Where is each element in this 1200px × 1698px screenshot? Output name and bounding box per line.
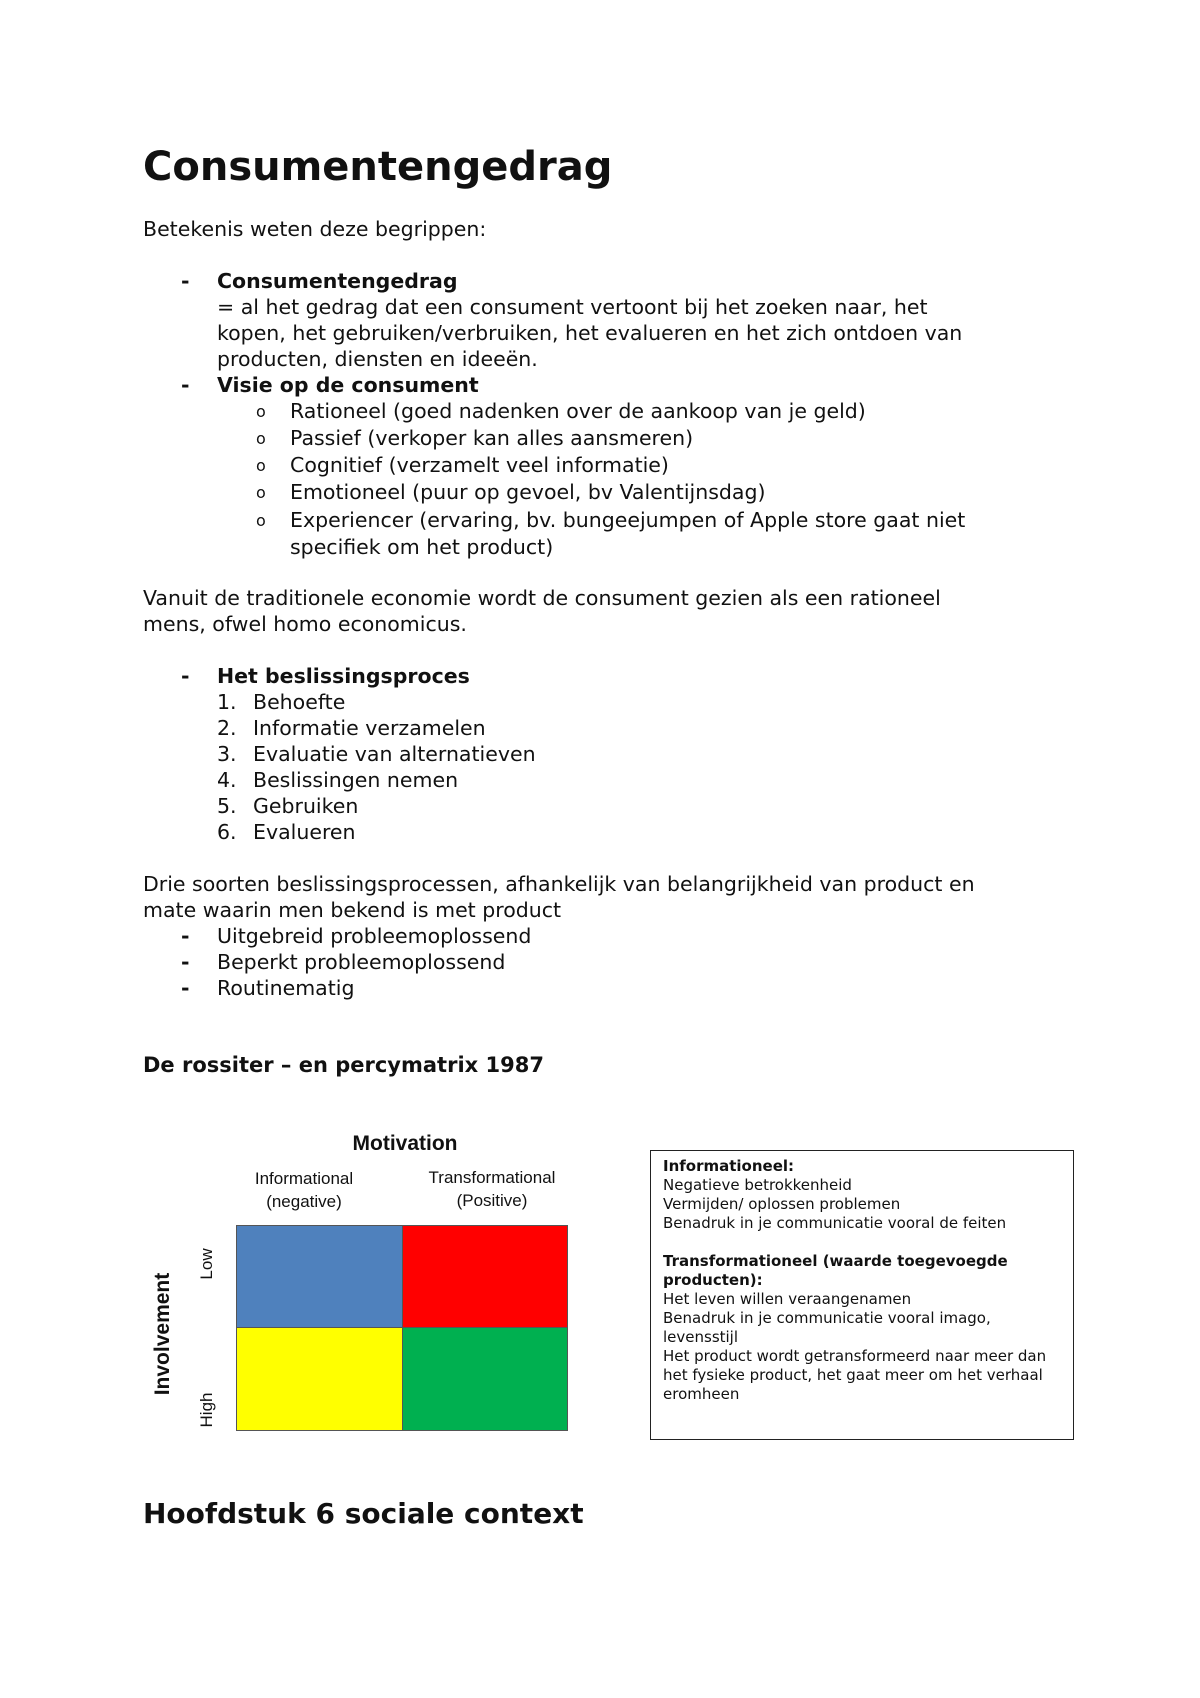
box-line: Benadruk in je communicatie vooral de feiten <box>663 1214 1007 1232</box>
circle-bullet-icon: o <box>256 429 266 448</box>
step-item: Evalueren <box>253 820 356 844</box>
list-item: Rationeel (goed nadenken over de aankoop van je geld) <box>290 399 866 423</box>
matrix-cell-low-informational <box>237 1226 403 1328</box>
step-number: 6. <box>217 820 237 844</box>
step-number: 4. <box>217 768 237 792</box>
page-title: Consumentengedrag <box>143 144 613 190</box>
intro-text: Betekenis weten deze begrippen: <box>143 217 487 241</box>
circle-bullet-icon: o <box>256 402 266 421</box>
step-item: Evaluatie van alternatieven <box>253 742 536 766</box>
definition-line: = al het gedrag dat een consument vertoont bij het zoeken naar, het <box>217 295 928 319</box>
column-label-informational <box>224 1167 384 1213</box>
type-item: Beperkt probleemoplossend <box>217 950 506 974</box>
step-item: Beslissingen nemen <box>253 768 459 792</box>
matrix-cell-high-informational <box>237 1328 403 1430</box>
row-label-high: High <box>197 1392 216 1428</box>
matrix-heading: De rossiter – en percymatrix 1987 <box>143 1053 544 1077</box>
type-item: Uitgebreid probleemoplossend <box>217 924 532 948</box>
box-line: Het leven willen veraangenamen <box>663 1290 912 1308</box>
paragraph-line: mens, ofwel homo economicus. <box>143 612 467 636</box>
step-item: Behoefte <box>253 690 346 714</box>
definition-line: kopen, het gebruiken/verbruiken, het evalueren en het zich ontdoen van <box>217 321 963 345</box>
definition-line: producten, diensten en ideeën. <box>217 347 538 371</box>
circle-bullet-icon: o <box>256 456 266 475</box>
bullet-dash: - <box>181 269 190 293</box>
bullet-dash: - <box>181 664 190 688</box>
paragraph-line: mate waarin men bekend is met product <box>143 898 562 922</box>
box-line: Negatieve betrokkenheid <box>663 1176 852 1194</box>
step-number: 3. <box>217 742 237 766</box>
bullet-dash: - <box>181 924 190 948</box>
chapter-heading: Hoofdstuk 6 sociale context <box>143 1497 584 1530</box>
matrix-title: Motivation <box>352 1132 458 1155</box>
row-label-low: Low <box>197 1248 216 1280</box>
step-number: 5. <box>217 794 237 818</box>
row-axis-label: Involvement <box>151 1272 174 1396</box>
box-heading-informationeel: Informationeel: <box>663 1157 795 1175</box>
grid-divider <box>402 1226 403 1430</box>
list-item: Experiencer (ervaring, bv. bungeejumpen of Apple store gaat niet <box>290 508 966 532</box>
column-label-line: (negative) <box>266 1192 342 1211</box>
term-beslissingsproces: Het beslissingsproces <box>217 664 470 688</box>
box-line: Vermijden/ oplossen problemen <box>663 1195 901 1213</box>
list-item-continuation: specifiek om het product) <box>290 535 554 559</box>
box-line: Benadruk in je communicatie vooral imago, levensstijl <box>663 1309 991 1346</box>
paragraph-line: Drie soorten beslissingsprocessen, afhankelijk van belangrijkheid van product en <box>143 872 975 896</box>
circle-bullet-icon: o <box>256 483 266 502</box>
bullet-dash: - <box>181 373 190 397</box>
box-spacer <box>663 1233 1061 1252</box>
grid-divider <box>237 1327 567 1328</box>
matrix-cell-low-transformational <box>403 1226 567 1328</box>
bullet-dash: - <box>181 976 190 1000</box>
list-item: Cognitief (verzamelt veel informatie) <box>290 453 669 477</box>
type-item: Routinematig <box>217 976 355 1000</box>
paragraph-line: Vanuit de traditionele economie wordt de consument gezien als een rationeel <box>143 586 941 610</box>
column-label-line: Informational <box>254 1169 354 1188</box>
matrix-grid <box>236 1225 568 1431</box>
column-label-line: (Positive) <box>456 1191 528 1210</box>
matrix-cell-high-transformational <box>403 1328 567 1430</box>
step-number: 1. <box>217 690 237 714</box>
column-label-line: Transformational <box>428 1168 556 1187</box>
bullet-dash: - <box>181 950 190 974</box>
column-label-transformational <box>402 1166 582 1212</box>
box-heading-transformationeel: Transformationeel (waarde toegevoegde producten): <box>663 1252 1008 1289</box>
box-line: Het product wordt getransformeerd naar meer dan het fysieke product, het gaat meer om het verhaal eromheen <box>663 1347 1047 1403</box>
term-visie: Visie op de consument <box>217 373 479 397</box>
step-item: Informatie verzamelen <box>253 716 486 740</box>
circle-bullet-icon: o <box>256 511 266 530</box>
term-consumentengedrag: Consumentengedrag <box>217 269 458 293</box>
list-item: Emotioneel (puur op gevoel, bv Valentijnsdag) <box>290 480 766 504</box>
info-box <box>650 1150 1074 1440</box>
list-item: Passief (verkoper kan alles aansmeren) <box>290 426 694 450</box>
step-item: Gebruiken <box>253 794 359 818</box>
step-number: 2. <box>217 716 237 740</box>
